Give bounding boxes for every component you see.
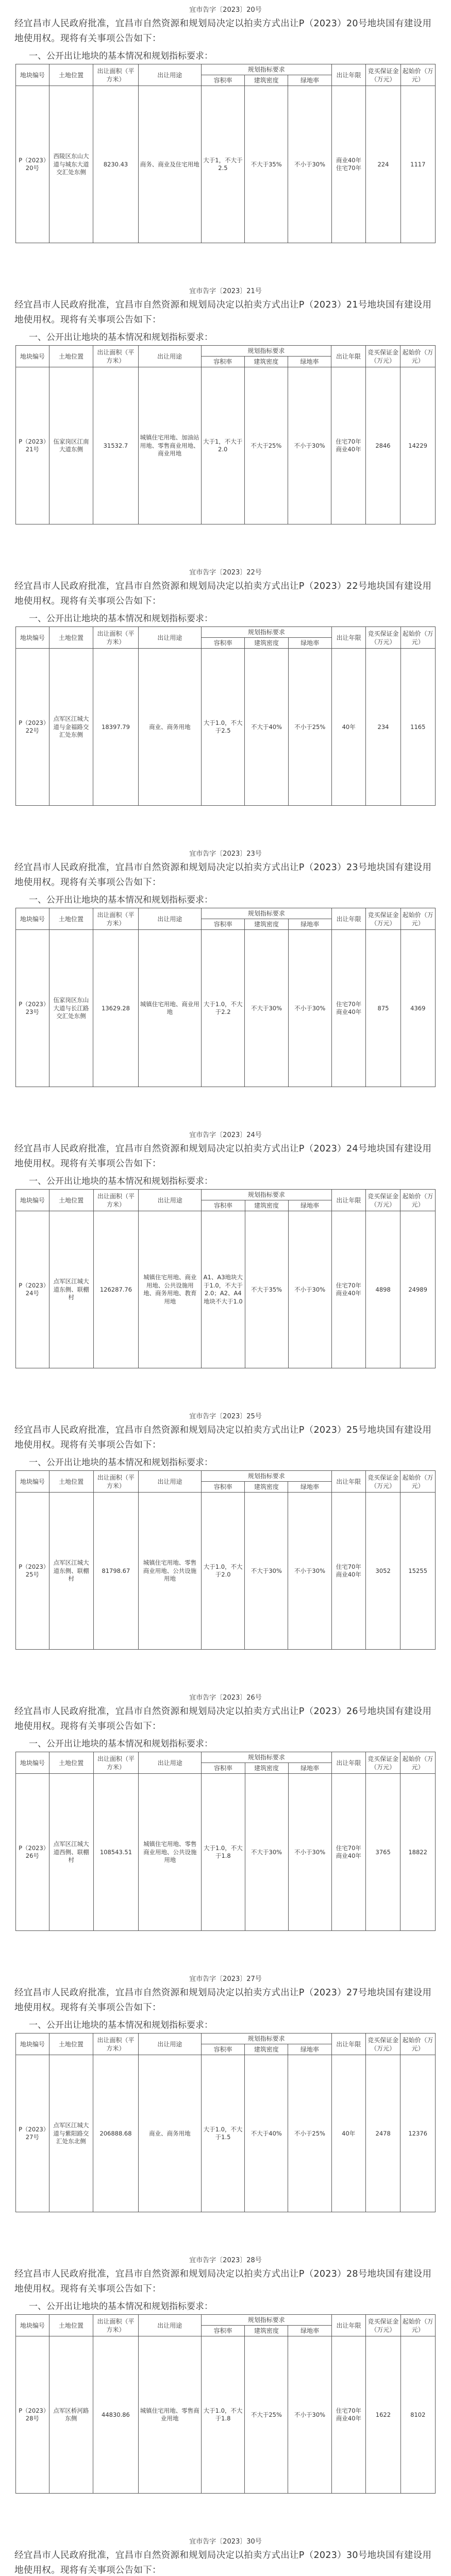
cell-use: 商业、商务用地 xyxy=(138,2055,201,2212)
document-number: 宜市告字〔2023〕23号 xyxy=(189,850,262,858)
header-start-price: 起始价（万元） xyxy=(400,2315,435,2336)
cell-far: 大于1.0，不大于1.8 xyxy=(201,2336,244,2494)
header-deposit: 竞买保证金（万元） xyxy=(366,1752,400,1774)
header-area: 出让面积（平方米） xyxy=(93,64,138,86)
header-density: 建筑密度 xyxy=(245,919,288,930)
header-years: 出让年限 xyxy=(331,2033,366,2055)
cell-years: 住宅70年 商业40年 xyxy=(331,1211,365,1368)
parcel-table xyxy=(15,345,436,524)
cell-parcel-id: P（2023）28号 xyxy=(16,2336,49,2494)
header-years: 出让年限 xyxy=(331,908,366,930)
header-start-price: 起始价（万元） xyxy=(400,1752,436,1774)
header-far: 容积率 xyxy=(201,2326,244,2336)
paragraph-lead: 经宜昌市人民政府批准，宜昌市自然资源和规划局决定以拍卖方式出让P（2023） xyxy=(14,2550,346,2561)
header-years: 出让年限 xyxy=(331,1752,365,1774)
paragraph-tail: 号地块国有建设用地使用权。现将有关事项公告如下： xyxy=(14,2550,432,2575)
header-use: 出让用途 xyxy=(138,627,201,649)
cell-area: 8230.43 xyxy=(93,86,138,243)
cell-use: 商务、商业及住宅用地 xyxy=(138,86,201,243)
cell-green: 不小于30% xyxy=(288,86,331,243)
header-area: 出让面积（平方米） xyxy=(93,2315,139,2336)
header-start-price: 起始价（万元） xyxy=(400,1471,436,1493)
cell-far: A1、A3地块大于1.0，不大于2.0；A2、A4地块不大于1.0 xyxy=(202,1211,245,1368)
header-start-price: 起始价（万元） xyxy=(400,64,435,86)
document-number: 宜市告字〔2023〕21号 xyxy=(189,287,262,295)
header-green: 绿地率 xyxy=(288,1763,331,1774)
cell-density: 不大于35% xyxy=(244,86,288,243)
header-density: 建筑密度 xyxy=(245,2326,288,2336)
section-heading: 一、公开出让地块的基本情况和规划指标要求： xyxy=(29,1458,213,1468)
header-density: 建筑密度 xyxy=(245,638,288,649)
announcement-paragraph xyxy=(14,1423,437,1453)
announcement-paragraph xyxy=(14,16,437,46)
cell-far: 大于1，不大于2.0 xyxy=(201,367,244,524)
header-years: 出让年限 xyxy=(331,2315,366,2336)
paragraph-lead: 经宜昌市人民政府批准，宜昌市自然资源和规划局决定以拍卖方式出让P（2023） xyxy=(14,581,346,591)
table-row xyxy=(16,1493,436,1650)
cell-parcel-id: P（2023）21号 xyxy=(16,367,49,524)
cell-use: 商业、商务用地 xyxy=(138,649,201,806)
section-heading: 一、公开出让地块的基本情况和规划指标要求： xyxy=(29,2301,213,2312)
parcel-number: 26 xyxy=(346,1706,358,1717)
header-start-price: 起始价（万元） xyxy=(400,346,436,367)
cell-start-price: 12376 xyxy=(400,2055,436,2212)
section-heading: 一、公开出让地块的基本情况和规划指标要求： xyxy=(29,895,213,905)
cell-area: 81798.67 xyxy=(93,1493,139,1650)
parcel-number: 23 xyxy=(346,862,358,873)
paragraph-tail: 号地块国有建设用地使用权。现将有关事项公告如下： xyxy=(14,862,432,888)
cell-location: 伍家岗区东山大道与长江路交汇处东侧 xyxy=(49,930,93,1087)
header-far: 容积率 xyxy=(201,75,244,86)
cell-use: 城镇住宅用地、零售商业用地、公共设施用地 xyxy=(139,1774,202,1931)
table-row xyxy=(16,649,436,806)
header-deposit: 竞买保证金（万元） xyxy=(366,2033,400,2055)
header-planning: 规划指标要求 xyxy=(202,1752,331,1763)
paragraph-lead: 经宜昌市人民政府批准，宜昌市自然资源和规划局决定以拍卖方式出让P（2023） xyxy=(14,1706,346,1717)
table-header-row xyxy=(16,627,436,638)
section-heading: 一、公开出让地块的基本情况和规划指标要求： xyxy=(29,1739,213,1749)
header-density: 建筑密度 xyxy=(245,2044,288,2055)
paragraph-tail: 号地块国有建设用地使用权。现将有关事项公告如下： xyxy=(14,300,432,325)
section-heading: 一、公开出让地块的基本情况和规划指标要求： xyxy=(29,51,213,61)
header-deposit: 竞买保证金（万元） xyxy=(366,2315,400,2336)
header-far: 容积率 xyxy=(201,1482,244,1493)
paragraph-tail: 号地块国有建设用地使用权。现将有关事项公告如下： xyxy=(14,1144,432,1169)
header-density: 建筑密度 xyxy=(244,75,288,86)
document-number: 宜市告字〔2023〕20号 xyxy=(189,6,262,14)
header-parcel-id: 地块编号 xyxy=(16,64,49,86)
cell-years: 住宅70年 商业40年 xyxy=(331,367,366,524)
announcement-paragraph xyxy=(14,2548,437,2576)
document-number: 宜市告字〔2023〕22号 xyxy=(189,569,262,577)
cell-deposit: 224 xyxy=(366,86,400,243)
cell-location: 伍家岗区江南大道东侧 xyxy=(49,367,93,524)
header-location: 土地位置 xyxy=(49,1190,93,1211)
paragraph-lead: 经宜昌市人民政府批准，宜昌市自然资源和规划局决定以拍卖方式出让P（2023） xyxy=(14,1988,346,1998)
cell-green: 不小于30% xyxy=(288,367,331,524)
paragraph-tail: 号地块国有建设用地使用权。现将有关事项公告如下： xyxy=(14,2269,432,2294)
header-use: 出让用途 xyxy=(139,1752,202,1774)
header-use: 出让用途 xyxy=(138,346,201,367)
header-green: 绿地率 xyxy=(288,357,331,367)
header-planning: 规划指标要求 xyxy=(201,2033,331,2044)
cell-use: 城镇住宅用地、商业用地、公共设施用地、商务用地、教育用地 xyxy=(139,1211,202,1368)
header-green: 绿地率 xyxy=(288,2326,331,2336)
cell-start-price: 14229 xyxy=(400,367,436,524)
header-far: 容积率 xyxy=(201,638,244,649)
cell-area: 44830.86 xyxy=(93,2336,139,2494)
header-far: 容积率 xyxy=(202,1763,245,1774)
cell-density: 不大于35% xyxy=(245,1211,288,1368)
cell-parcel-id: P（2023）25号 xyxy=(16,1493,49,1650)
header-green: 绿地率 xyxy=(288,919,331,930)
announcement-paragraph xyxy=(14,860,437,890)
cell-green: 不小于25% xyxy=(288,2055,331,2212)
announcement-paragraph xyxy=(14,2267,437,2297)
section-heading: 一、公开出让地块的基本情况和规划指标要求： xyxy=(29,332,213,343)
cell-start-price: 24989 xyxy=(400,1211,436,1368)
header-far: 容积率 xyxy=(201,357,244,367)
table-header-row xyxy=(16,2033,436,2044)
table-row xyxy=(16,930,436,1087)
cell-green: 不小于30% xyxy=(288,1211,331,1368)
header-use: 出让用途 xyxy=(138,64,201,86)
parcel-number: 30 xyxy=(346,2550,358,2561)
parcel-number: 24 xyxy=(346,1144,358,1154)
table-header-row xyxy=(16,908,436,919)
header-deposit: 竞买保证金（万元） xyxy=(366,1471,400,1493)
table-header-row xyxy=(16,1190,436,1200)
announcement-paragraph xyxy=(14,1142,437,1172)
document-number: 宜市告字〔2023〕25号 xyxy=(189,1413,262,1420)
announcement-paragraph xyxy=(14,298,437,328)
cell-parcel-id: P（2023）23号 xyxy=(16,930,49,1087)
parcel-table xyxy=(15,1752,436,1931)
parcel-number: 25 xyxy=(346,1425,358,1435)
header-area: 出让面积（平方米） xyxy=(93,1752,139,1774)
cell-use: 城镇住宅用地、零售商业用地、公共设施用地 xyxy=(139,1493,202,1650)
header-years: 出让年限 xyxy=(331,1471,365,1493)
cell-deposit: 4898 xyxy=(366,1211,400,1368)
cell-use: 城镇住宅用地、零售商业用地 xyxy=(138,2336,201,2494)
cell-density: 不大于30% xyxy=(245,1774,288,1931)
header-parcel-id: 地块编号 xyxy=(16,908,49,930)
cell-location: 点军区桥河路东侧 xyxy=(49,2336,93,2494)
cell-start-price: 15255 xyxy=(400,1493,436,1650)
header-location: 土地位置 xyxy=(49,2315,93,2336)
cell-area: 13629.28 xyxy=(93,930,139,1087)
cell-parcel-id: P（2023）24号 xyxy=(16,1211,49,1368)
header-deposit: 竞买保证金（万元） xyxy=(366,627,400,649)
cell-start-price: 1165 xyxy=(400,649,435,806)
table-row xyxy=(16,2055,436,2212)
header-use: 出让用途 xyxy=(139,1190,202,1211)
header-green: 绿地率 xyxy=(288,75,331,86)
header-location: 土地位置 xyxy=(49,2033,93,2055)
cell-green: 不小于30% xyxy=(288,930,331,1087)
header-area: 出让面积（平方米） xyxy=(93,1190,139,1211)
table-header-row xyxy=(16,346,436,357)
cell-far: 大于1.0，不大于2.5 xyxy=(201,649,244,806)
section-heading: 一、公开出让地块的基本情况和规划指标要求： xyxy=(29,614,213,624)
parcel-table xyxy=(15,1470,436,1650)
cell-deposit: 875 xyxy=(366,930,400,1087)
header-parcel-id: 地块编号 xyxy=(16,1752,49,1774)
table-header-row xyxy=(16,2315,436,2326)
paragraph-tail: 号地块国有建设用地使用权。现将有关事项公告如下： xyxy=(14,581,432,606)
parcel-table xyxy=(15,1189,436,1368)
table-row xyxy=(16,1211,436,1368)
header-use: 出让用途 xyxy=(138,2033,201,2055)
header-density: 建筑密度 xyxy=(245,1482,288,1493)
cell-deposit: 234 xyxy=(366,649,400,806)
paragraph-lead: 经宜昌市人民政府批准，宜昌市自然资源和规划局决定以拍卖方式出让P（2023） xyxy=(14,1144,346,1154)
cell-start-price: 1117 xyxy=(400,86,435,243)
cell-density: 不大于30% xyxy=(245,930,288,1087)
parcel-table xyxy=(15,64,436,243)
header-density: 建筑密度 xyxy=(244,357,288,367)
parcel-table xyxy=(15,2314,436,2494)
cell-deposit: 3765 xyxy=(366,1774,400,1931)
header-parcel-id: 地块编号 xyxy=(16,2315,49,2336)
header-planning: 规划指标要求 xyxy=(201,346,331,357)
parcel-table xyxy=(15,908,436,1087)
header-years: 出让年限 xyxy=(331,1190,365,1211)
header-green: 绿地率 xyxy=(288,638,331,649)
header-area: 出让面积（平方米） xyxy=(93,346,138,367)
header-area: 出让面积（平方米） xyxy=(93,627,139,649)
table-row xyxy=(16,2336,436,2494)
paragraph-lead: 经宜昌市人民政府批准，宜昌市自然资源和规划局决定以拍卖方式出让P（2023） xyxy=(14,1425,346,1435)
header-start-price: 起始价（万元） xyxy=(400,908,435,930)
header-green: 绿地率 xyxy=(288,1200,331,1211)
header-location: 土地位置 xyxy=(49,627,93,649)
header-start-price: 起始价（万元） xyxy=(400,1190,436,1211)
cell-far: 大于1.0，不大于2.0 xyxy=(201,1493,244,1650)
header-location: 土地位置 xyxy=(49,908,93,930)
cell-deposit: 2478 xyxy=(366,2055,400,2212)
header-density: 建筑密度 xyxy=(245,1763,288,1774)
cell-deposit: 2846 xyxy=(365,367,400,524)
header-parcel-id: 地块编号 xyxy=(16,346,49,367)
header-location: 土地位置 xyxy=(49,1752,93,1774)
cell-density: 不大于30% xyxy=(245,1493,288,1650)
parcel-table xyxy=(15,2033,436,2212)
header-use: 出让用途 xyxy=(138,908,201,930)
header-area: 出让面积（平方米） xyxy=(93,908,139,930)
cell-parcel-id: P（2023）20号 xyxy=(16,86,49,243)
header-deposit: 竞买保证金（万元） xyxy=(366,64,400,86)
cell-area: 108543.51 xyxy=(93,1774,139,1931)
header-deposit: 竞买保证金（万元） xyxy=(366,908,400,930)
cell-deposit: 3052 xyxy=(366,1493,400,1650)
cell-green: 不小于30% xyxy=(288,2336,331,2494)
cell-years: 住宅70年 商业40年 xyxy=(331,2336,366,2494)
header-deposit: 竞买保证金（万元） xyxy=(365,346,400,367)
table-row xyxy=(16,367,436,524)
header-planning: 规划指标要求 xyxy=(202,1190,331,1200)
cell-green: 不小于30% xyxy=(288,1774,331,1931)
header-planning: 规划指标要求 xyxy=(201,908,331,919)
cell-years: 40年 xyxy=(331,2055,366,2212)
table-header-row xyxy=(16,64,436,75)
cell-parcel-id: P（2023）26号 xyxy=(16,1774,49,1931)
header-parcel-id: 地块编号 xyxy=(16,2033,49,2055)
paragraph-tail: 号地块国有建设用地使用权。现将有关事项公告如下： xyxy=(14,1988,432,2013)
header-years: 出让年限 xyxy=(331,627,366,649)
cell-far: 大于1.0，不大于1.8 xyxy=(202,1774,245,1931)
header-location: 土地位置 xyxy=(49,1471,93,1493)
cell-location: 点军区江城大道与金福路交汇处东侧 xyxy=(49,649,93,806)
header-planning: 规划指标要求 xyxy=(201,2315,331,2326)
header-planning: 规划指标要求 xyxy=(201,64,331,75)
cell-far: 大于1，不大于2.5 xyxy=(201,86,244,243)
header-start-price: 起始价（万元） xyxy=(400,2033,436,2055)
parcel-number: 20 xyxy=(346,19,358,29)
document-number: 宜市告字〔2023〕26号 xyxy=(189,1694,262,1702)
header-location: 土地位置 xyxy=(49,64,93,86)
parcel-number: 22 xyxy=(346,581,358,591)
header-planning: 规划指标要求 xyxy=(201,1471,331,1482)
header-far: 容积率 xyxy=(202,1200,245,1211)
header-parcel-id: 地块编号 xyxy=(16,627,49,649)
header-far: 容积率 xyxy=(201,919,244,930)
cell-use: 城镇住宅用地、加油站用地、零售商业用地、商业用地 xyxy=(138,367,201,524)
announcement-paragraph xyxy=(14,579,437,609)
section-heading: 一、公开出让地块的基本情况和规划指标要求： xyxy=(29,1176,213,1187)
header-green: 绿地率 xyxy=(288,2044,331,2055)
header-area: 出让面积（平方米） xyxy=(93,1471,139,1493)
cell-density: 不大于25% xyxy=(245,2336,288,2494)
paragraph-tail: 号地块国有建设用地使用权。现将有关事项公告如下： xyxy=(14,1706,432,1732)
cell-start-price: 18822 xyxy=(400,1774,436,1931)
parcel-number: 28 xyxy=(346,2269,358,2279)
cell-location: 点军区江城大道西侧、联棚村 xyxy=(49,1774,93,1931)
cell-far: 大于1.0，不大于2.2 xyxy=(201,930,244,1087)
cell-location: 西陵区东山大道与城东大道交汇处东侧 xyxy=(49,86,93,243)
parcel-table xyxy=(15,626,436,806)
header-years: 出让年限 xyxy=(331,346,366,367)
announcement-paragraph xyxy=(14,1986,437,2015)
table-row xyxy=(16,86,436,243)
table-header-row xyxy=(16,1471,436,1482)
table-header-row xyxy=(16,1752,436,1763)
announcement-paragraph xyxy=(14,1704,437,1734)
cell-green: 不小于30% xyxy=(288,1493,331,1650)
cell-area: 31532.7 xyxy=(93,367,138,524)
cell-area: 18397.79 xyxy=(93,649,139,806)
header-parcel-id: 地块编号 xyxy=(16,1471,49,1493)
paragraph-lead: 经宜昌市人民政府批准，宜昌市自然资源和规划局决定以拍卖方式出让P（2023） xyxy=(14,300,346,310)
paragraph-tail: 号地块国有建设用地使用权。现将有关事项公告如下： xyxy=(14,1425,432,1450)
header-planning: 规划指标要求 xyxy=(201,627,331,638)
paragraph-lead: 经宜昌市人民政府批准，宜昌市自然资源和规划局决定以拍卖方式出让P（2023） xyxy=(14,2269,346,2279)
document-number: 宜市告字〔2023〕24号 xyxy=(189,1131,262,1139)
cell-years: 40年 xyxy=(331,649,366,806)
cell-location: 点军区江城大道东侧、联棚村 xyxy=(49,1211,93,1368)
cell-years: 住宅70年 商业40年 xyxy=(331,1493,365,1650)
section-heading: 一、公开出让地块的基本情况和规划指标要求： xyxy=(29,2020,213,2030)
cell-area: 206888.68 xyxy=(93,2055,139,2212)
header-green: 绿地率 xyxy=(288,1482,331,1493)
document-number: 宜市告字〔2023〕30号 xyxy=(189,2538,262,2546)
cell-start-price: 8102 xyxy=(400,2336,435,2494)
cell-location: 点军区江城大道与紫阳路交汇处东北侧 xyxy=(49,2055,93,2212)
header-density: 建筑密度 xyxy=(245,1200,288,1211)
cell-years: 住宅70年 商业40年 xyxy=(331,930,366,1087)
parcel-number: 27 xyxy=(346,1988,358,1998)
header-years: 出让年限 xyxy=(331,64,366,86)
header-location: 土地位置 xyxy=(49,346,93,367)
header-area: 出让面积（平方米） xyxy=(93,2033,139,2055)
header-deposit: 竞买保证金（万元） xyxy=(366,1190,400,1211)
cell-years: 住宅70年 商业40年 xyxy=(331,1774,365,1931)
parcel-number: 21 xyxy=(346,300,358,310)
paragraph-lead: 经宜昌市人民政府批准，宜昌市自然资源和规划局决定以拍卖方式出让P（2023） xyxy=(14,862,346,873)
cell-density: 不大于40% xyxy=(245,649,288,806)
cell-green: 不小于25% xyxy=(288,649,331,806)
cell-parcel-id: P（2023）22号 xyxy=(16,649,49,806)
cell-area: 126287.76 xyxy=(93,1211,139,1368)
paragraph-tail: 号地块国有建设用地使用权。现将有关事项公告如下： xyxy=(14,19,432,44)
cell-far: 大于1.0，不大于1.5 xyxy=(201,2055,244,2212)
cell-use: 城镇住宅用地、商业用地 xyxy=(138,930,201,1087)
document-number: 宜市告字〔2023〕27号 xyxy=(189,1975,262,1983)
paragraph-lead: 经宜昌市人民政府批准，宜昌市自然资源和规划局决定以拍卖方式出让P（2023） xyxy=(14,19,346,29)
header-use: 出让用途 xyxy=(139,1471,202,1493)
cell-parcel-id: P（2023）27号 xyxy=(16,2055,49,2212)
cell-start-price: 4369 xyxy=(400,930,435,1087)
cell-density: 不大于40% xyxy=(245,2055,288,2212)
cell-density: 不大于25% xyxy=(244,367,288,524)
document-number: 宜市告字〔2023〕28号 xyxy=(189,2257,262,2264)
header-far: 容积率 xyxy=(201,2044,244,2055)
header-use: 出让用途 xyxy=(138,2315,201,2336)
cell-deposit: 1622 xyxy=(366,2336,400,2494)
cell-location: 点军区江城大道东侧、联棚村 xyxy=(49,1493,93,1650)
table-row xyxy=(16,1774,436,1931)
header-start-price: 起始价（万元） xyxy=(400,627,435,649)
header-parcel-id: 地块编号 xyxy=(16,1190,49,1211)
cell-years: 商业40年 住宅70年 xyxy=(331,86,366,243)
